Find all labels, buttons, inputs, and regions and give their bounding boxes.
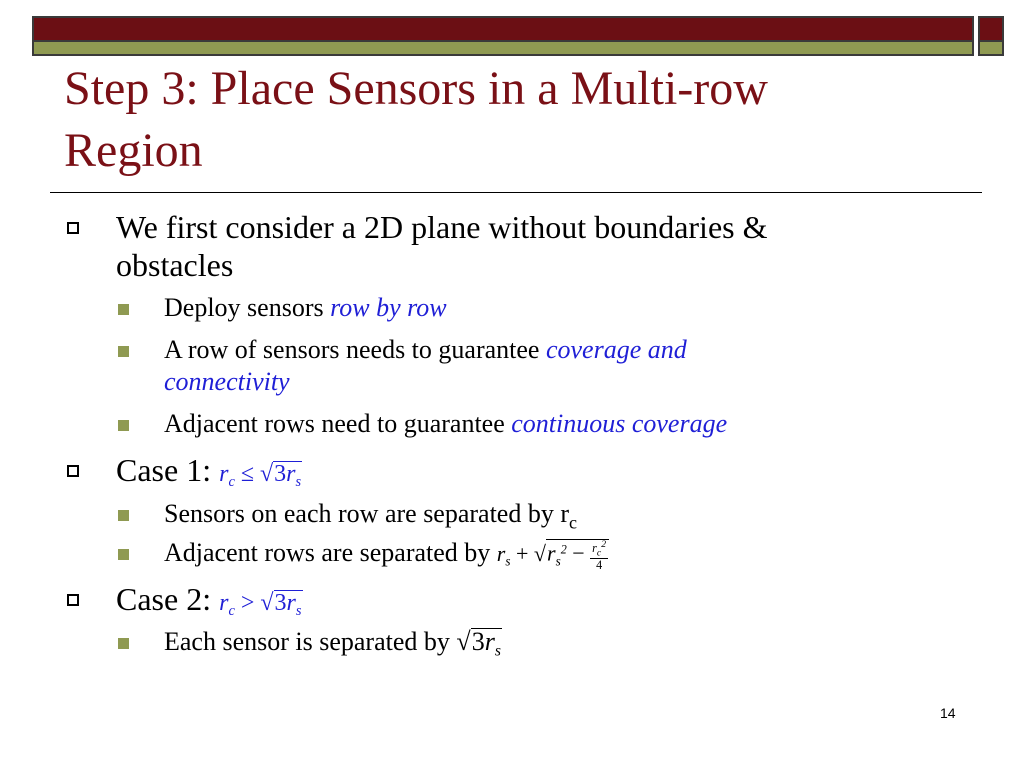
case1-label: Case 1: — [116, 452, 212, 488]
case1-formula: $r_c \le √3r_s$ — [219, 461, 302, 491]
sensor-separation-formula: $√3r_s$ — [456, 627, 501, 660]
sub-bullet — [164, 408, 727, 439]
page-number: 14 — [940, 705, 956, 721]
case2-formula: $r_c > √3r_s$ — [219, 590, 302, 620]
bullet-text-continued: obstacles — [116, 247, 234, 283]
sub-bullet — [164, 334, 687, 365]
sub-bullet-text: Sensors on each row are separated by r — [164, 499, 570, 528]
sub-bullet-text: Each sensor is separated by — [164, 627, 450, 656]
sub-bullet-text: Adjacent rows are separated by — [164, 538, 491, 567]
sub-bullet — [164, 498, 577, 538]
sub-bullet-emphasis: row by row — [330, 293, 447, 322]
sub-bullet-subscript: c — [569, 512, 578, 533]
sub-bullet — [164, 292, 447, 323]
sub-bullet-text: A row of sensors needs to guarantee — [164, 335, 546, 364]
row-separation-formula: $r_s + √r_s^2$ − $\frac{r_c^2}{4}$ — [497, 541, 609, 566]
sub-bullet-emphasis: continuous coverage — [511, 409, 728, 438]
sub-bullet — [164, 626, 502, 659]
filled-square-bullet-icon — [118, 346, 129, 357]
hollow-square-bullet-icon — [67, 594, 79, 606]
slide-title-line2: Region — [64, 124, 203, 177]
filled-square-bullet-icon — [118, 304, 129, 315]
sub-bullet — [164, 537, 609, 577]
sub-bullet-continued — [164, 366, 290, 397]
case2-label: Case 2: — [116, 581, 212, 617]
bullet-text: We first consider a 2D plane without boundaries & — [116, 209, 768, 245]
filled-square-bullet-icon — [118, 638, 129, 649]
slide-title-line1: Step 3: Place Sensors in a Multi-row — [64, 62, 768, 115]
hollow-square-bullet-icon — [67, 222, 79, 234]
filled-square-bullet-icon — [118, 420, 129, 431]
sub-bullet-emphasis: coverage and — [545, 335, 687, 364]
case2-heading — [116, 580, 303, 630]
sub-bullet-text: Deploy sensors — [164, 293, 331, 322]
filled-square-bullet-icon — [118, 549, 129, 560]
case1-heading — [116, 451, 302, 501]
filled-square-bullet-icon — [118, 510, 129, 521]
sub-bullet-emphasis: connectivity — [164, 367, 290, 396]
hollow-square-bullet-icon — [67, 465, 79, 477]
sub-bullet-text: Adjacent rows need to guarantee — [164, 409, 512, 438]
